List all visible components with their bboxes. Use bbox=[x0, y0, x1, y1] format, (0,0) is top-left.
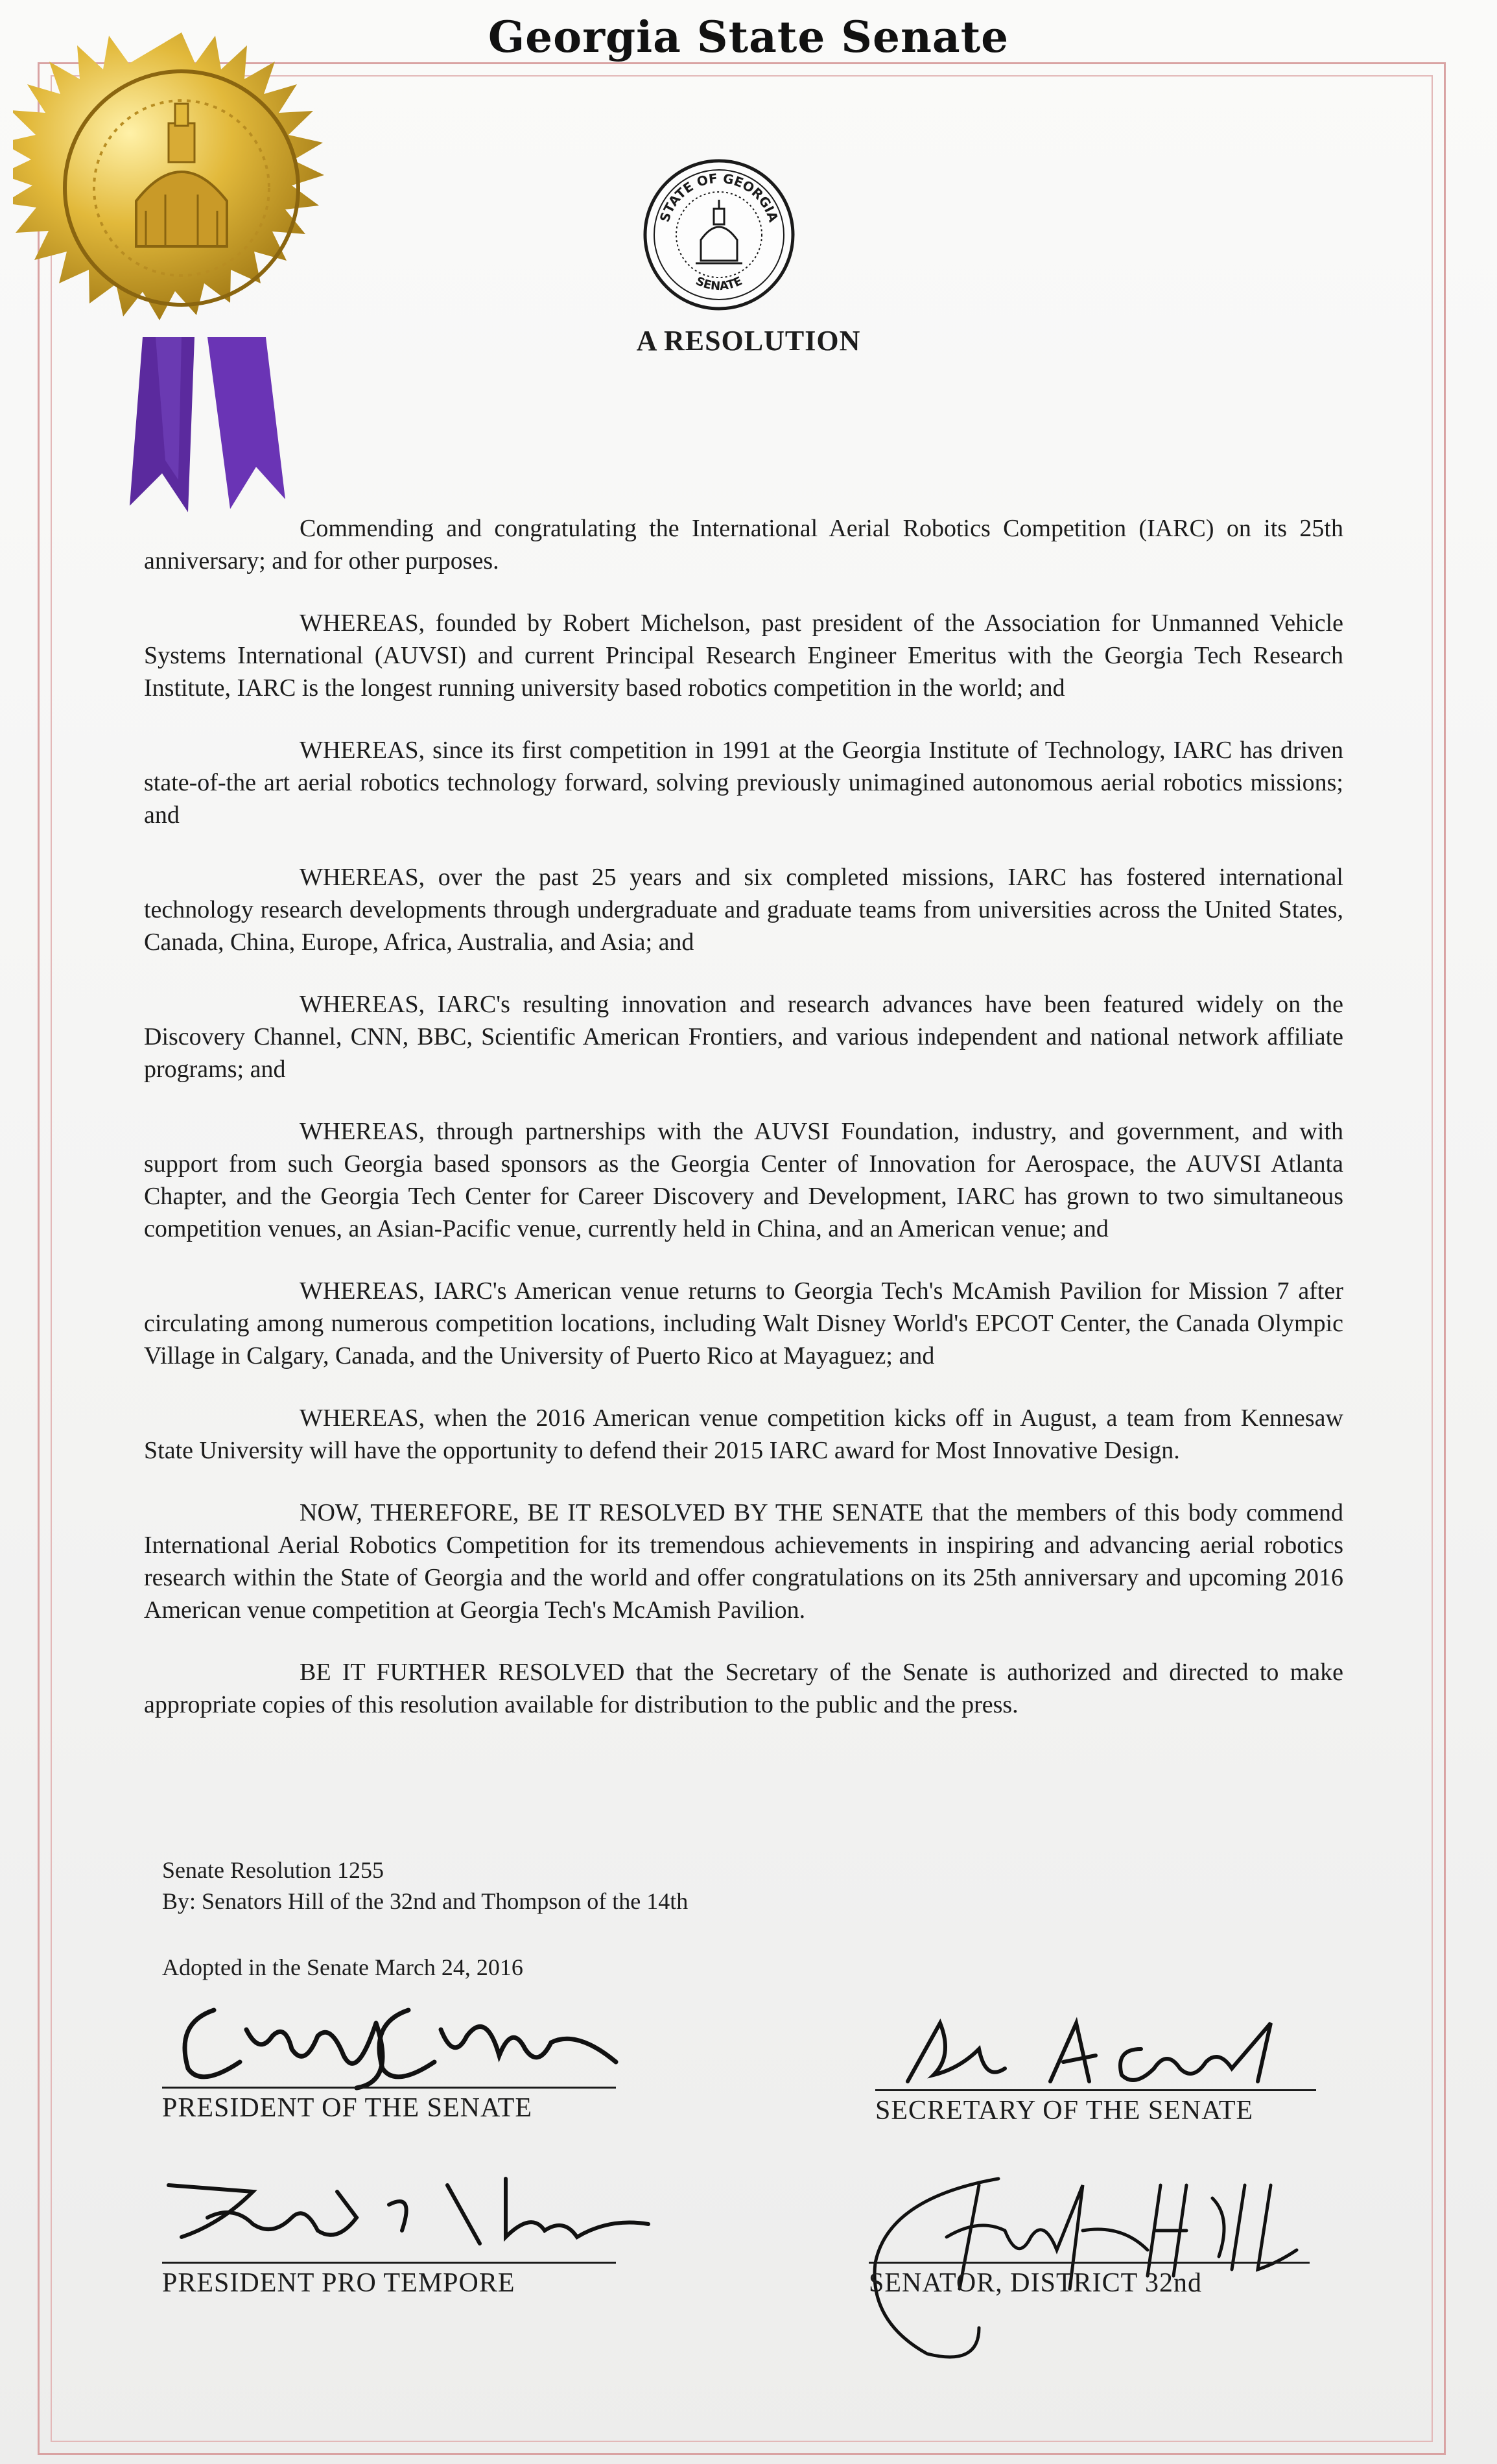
whereas-paragraph: WHEREAS, when the 2016 American venue competition kicks off in August, a team from Kennesaw State University will have the opportunity to defend their 2015 IARC award for Most Innovative Design. bbox=[144, 1404, 1343, 1464]
whereas-paragraph: WHEREAS, since its first competition in 1991 at the Georgia Institute of Technology, IARC has driven state-of-the art aerial robotics technology forward, solving previously unimagined autonomous aerial robotics missions; and bbox=[144, 737, 1343, 829]
resolution-meta bbox=[162, 1854, 688, 1917]
seal-top-text: STATE OF GEORGIA bbox=[656, 170, 782, 224]
purpose-paragraph: Commending and congratulating the International Aerial Robotics Competition (IARC) on its 25th anniversary; and for other purposes. bbox=[144, 515, 1343, 575]
whereas-paragraph: WHEREAS, founded by Robert Michelson, past president of the Association for Unmanned Vehicle Systems International (AUVSI) and current Principal Research Engineer Emeritus with the Georgia Tech Research Institute, IARC is the longest running university based robotics competition in the world; and bbox=[144, 610, 1343, 702]
gold-seal-icon bbox=[13, 32, 350, 370]
secretary-signature bbox=[882, 2010, 1297, 2094]
pro-tempore-signature bbox=[143, 2166, 661, 2263]
president-signature-block bbox=[162, 2087, 616, 2124]
adopted-date: Adopted in the Senate March 24, 2016 bbox=[162, 1954, 523, 1980]
whereas-paragraph: WHEREAS, IARC's resulting innovation and research advances have been featured widely on the Discovery Channel, CNN, BBC, Scientific American Frontiers, and various independent and national network affiliate programs; and bbox=[144, 991, 1343, 1083]
senate-seal-icon bbox=[641, 157, 797, 313]
sponsors: By: Senators Hill of the 32nd and Thompson of the 14th bbox=[162, 1888, 689, 1914]
further-resolved-paragraph: BE IT FURTHER RESOLVED that the Secretary of the Senate is authorized and directed to make appropriate copies of this resolution available for distribution to the public and the press. bbox=[144, 1659, 1343, 1718]
whereas-paragraph: WHEREAS, through partnerships with the AUVSI Foundation, industry, and government, and with support from such Georgia based sponsors as the Georgia Center of Innovation for Aerospace, the AUVSI Atlanta Chapter, and the Georgia Tech Center for Career Discovery and Development, IARC has grown to two simultaneous competition venues, an Asian-Pacific venue, currently held in China, and an American venue; and bbox=[144, 1118, 1343, 1242]
president-signature bbox=[162, 1984, 629, 2094]
masthead: Georgia State Senate bbox=[488, 12, 1009, 62]
senator-label: SENATOR, DISTRICT 32nd bbox=[869, 2268, 1203, 2298]
seal-bottom-text: SENATE bbox=[693, 274, 745, 294]
pro-tempore-label: PRESIDENT PRO TEMPORE bbox=[162, 2268, 515, 2298]
president-label: PRESIDENT OF THE SENATE bbox=[162, 2093, 532, 2123]
secretary-label: SECRETARY OF THE SENATE bbox=[875, 2096, 1254, 2126]
whereas-paragraph: WHEREAS, over the past 25 years and six completed missions, IARC has fostered international technology research developments through undergraduate and graduate teams from universities across the United States, Canada, China, Europe, Africa, Australia, and Asia; and bbox=[144, 864, 1343, 956]
resolution-number: Senate Resolution 1255 bbox=[162, 1857, 384, 1883]
resolution-title: A RESOLUTION bbox=[636, 325, 861, 357]
resolution-body bbox=[144, 512, 1343, 1751]
secretary-signature-block bbox=[875, 2089, 1316, 2126]
resolved-paragraph: NOW, THEREFORE, BE IT RESOLVED BY THE SENATE that the members of this body commend International Aerial Robotics Competition for its tremendous achievements in inspiring and advancing aerial robotics research within the State of Georgia and the world and offer congratulations on its 25th anniversary and upcoming 2016 American venue competition at Georgia Tech's McAmish Pavilion. bbox=[144, 1499, 1343, 1624]
senator-signature-block bbox=[869, 2262, 1310, 2299]
pro-tempore-signature-block bbox=[162, 2262, 616, 2299]
whereas-paragraph: WHEREAS, IARC's American venue returns to Georgia Tech's McAmish Pavilion for Mission 7 after circulating among numerous competition locations, including Walt Disney World's EPCOT Center, the Canada Olympic Village in Calgary, Canada, and the University of Puerto Rico at Mayaguez; and bbox=[144, 1277, 1343, 1369]
